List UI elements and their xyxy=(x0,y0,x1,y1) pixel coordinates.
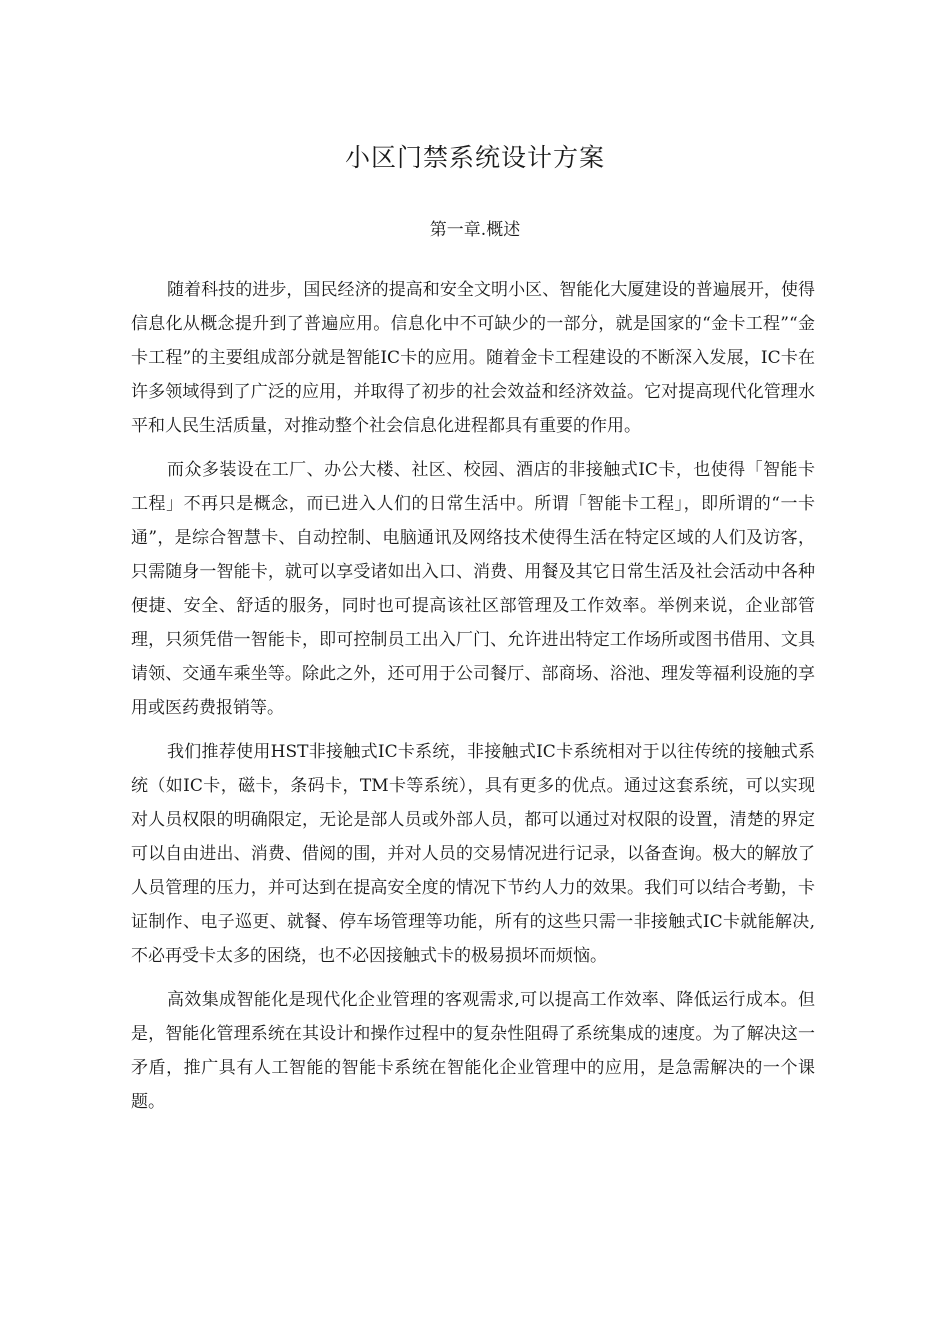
paragraph-4: 高效集成智能化是现代化企业管理的客观需求,可以提高工作效率、降低运行成本。但是，智能化管理系统在其设计和操作过程中的复杂性阻碍了系统集成的速度。为了解决这一矛盾，推广具有人工智能的智能卡系统在智能化企业管理中的应用，是急需解决的一个课题。 xyxy=(131,990,815,1112)
chapter-heading: 第一章.概述 xyxy=(429,220,521,240)
paragraph-2: 而众多装设在工厂、办公大楼、社区、校园、酒店的非接触式IC卡，也使得「智能卡工程」不再只是概念，而已进入人们的日常生活中。所谓「智能卡工程」，即所谓的“一卡通”，是综合智慧卡、自动控制、电脑通讯及网络技术使得生活在特定区域的人们及访客，只需随身一智能卡，就可以享受诸如出入口、消费、用餐及其它日常生活及社会活动中各种便捷、安全、舒适的服务，同时也可提高该社区部管理及工作效率。举例来说，企业部管理，只须凭借一智能卡，即可控制员工出入厂门、允许进出特定工作场所或图书借用、文具请领、交通车乘坐等。除此之外，还可用于公司餐厅、部商场、浴池、理发等福利设施的享用或医药费报销等。 xyxy=(131,460,815,718)
paragraph-3: 我们推荐使用HST非接触式IC卡系统，非接触式IC卡系统相对于以往传统的接触式系统（如IC卡，磁卡，条码卡，TM卡等系统），具有更多的优点。通过这套系统，可以实现对人员权限的明确限定，无论是部人员或外部人员，都可以通过对权限的设置，清楚的界定可以自由进出、消费、借阅的围，并对人员的交易情况进行记录，以备查询。极大的解放了人员管理的压力，并可达到在提高安全度的情况下节约人力的效果。我们可以结合考勤，卡证制作、电子巡更、就餐、停车场管理等功能，所有的这些只需一非接触式IC卡就能解决,不必再受卡太多的困绕，也不必因接触式卡的极易损坏而烦恼。 xyxy=(131,742,815,966)
paragraph-1: 随着科技的进步，国民经济的提高和安全文明小区、智能化大厦建设的普遍展开，使得信息化从概念提升到了普遍应用。信息化中不可缺少的一部分，就是国家的“金卡工程”“金卡工程”的主要组成部分就是智能IC卡的应用。随着金卡工程建设的不断深入发展，IC卡在许多领域得到了广泛的应用，并取得了初步的社会效益和经济效益。它对提高现代化管理水平和人民生活质量，对推动整个社会信息化进程都具有重要的作用。 xyxy=(131,280,815,436)
document-title: 小区门禁系统设计方案 xyxy=(344,143,605,172)
document-body xyxy=(131,273,815,1129)
